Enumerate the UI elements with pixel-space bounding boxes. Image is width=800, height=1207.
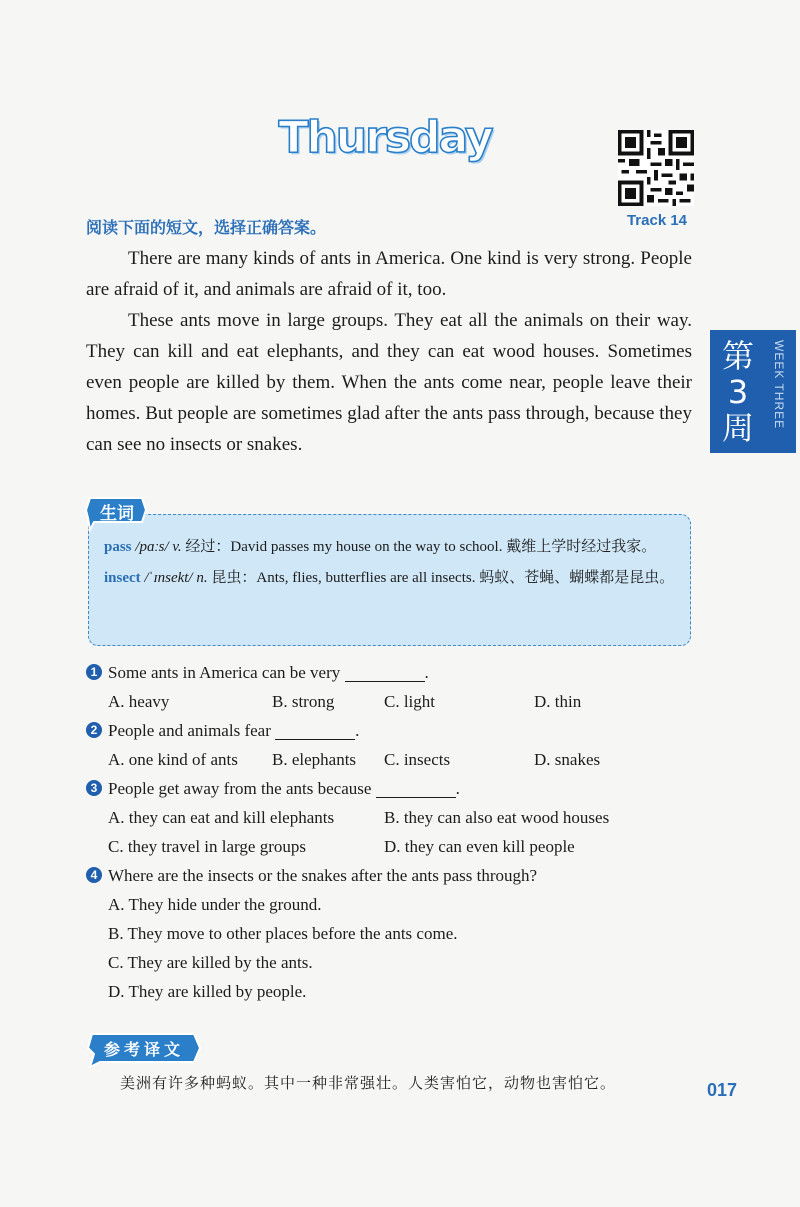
question-stem [86,716,696,745]
question-stem [86,861,696,890]
question-end: . [455,779,460,798]
question-options [86,890,696,919]
question-end: . [424,663,429,682]
vocab-pos: v. [172,539,182,555]
option-c[interactable]: C. light [384,692,436,711]
reference-badge-label: 参考译文 [103,1040,184,1059]
question-number-badge: 3 [86,780,102,796]
question-end: . [355,721,360,740]
question-options [86,919,696,948]
question-options [86,687,696,716]
page-number: 017 [707,1080,738,1100]
week-tab [710,330,796,453]
question-number-badge: 2 [86,722,102,738]
question-list [86,658,696,1006]
option-c[interactable]: C. They are killed by the ants. [108,953,313,972]
question-text: People and animals fear [108,721,271,740]
vocabulary-badge-label: 生词 [100,504,134,524]
question-number-badge: 4 [86,867,102,883]
vocab-definition: 昆虫：Ants, flies, butterflies are all insects. 蚂蚁、苍蝇、蝴蝶都是昆虫。 [211,570,675,586]
option-c[interactable]: C. they travel in large groups [108,837,306,856]
question-options [86,745,696,774]
option-d[interactable]: D. They are killed by people. [108,982,307,1001]
track-label: Track 14 [626,212,688,229]
vocab-entry [104,534,682,561]
vocab-word: pass [104,539,132,555]
option-a[interactable]: A. they can eat and kill elephants [108,808,335,827]
question-options [86,948,696,977]
vocab-word: insect [104,570,141,586]
question-options [86,803,696,832]
week-tab-cn: 第3周 [721,337,754,447]
reading-passage [86,243,692,460]
vocab-definition: 经过：David passes my house on the way to school. 戴维上学时经过我家。 [185,539,657,555]
page-title: Thursday [278,112,492,163]
passage-paragraph: These ants move in large groups. They eat all the animals on their way. They can kill and eat elephants, and they can eat wood houses. Sometimes even people are killed by them. When the ants come near, people leave their homes. But people are sometimes glad after the ants pass through, because they can see no insects or snakes. [86,310,692,455]
option-d[interactable]: D. thin [534,692,582,711]
week-tab-en: WEEK THREE [772,340,786,430]
question-text: Where are the insects or the snakes after the ants pass through? [108,866,538,885]
vocab-pos: n. [196,570,208,586]
qr-code-icon[interactable] [618,130,694,206]
option-c[interactable]: C. insects [384,750,451,769]
option-d[interactable]: D. snakes [534,750,601,769]
vocabulary-badge [84,490,150,536]
question-stem [86,774,696,803]
answer-blank[interactable] [345,663,425,682]
vocab-ipa: /pɑːs/ [135,539,169,555]
option-a[interactable]: A. They hide under the ground. [108,895,322,914]
answer-blank[interactable] [376,779,456,798]
vocabulary-list [104,534,682,596]
question-stem [86,658,696,687]
instruction-text: 阅读下面的短文，选择正确答案。 [86,218,327,237]
reference-translation: 美洲有许多种蚂蚁。其中一种非常强壮。人类害怕它，动物也害怕它。 [120,1074,617,1092]
passage-paragraph: There are many kinds of ants in America. One kind is very strong. People are afraid of it, and animals are afraid of it, too. [86,248,692,300]
option-b[interactable]: B. elephants [272,750,357,769]
option-d[interactable]: D. they can even kill people [384,837,575,856]
question-number-badge: 1 [86,664,102,680]
option-a[interactable]: A. one kind of ants [108,750,238,769]
question-text: People get away from the ants because [108,779,372,798]
vocab-entry [104,565,682,592]
question-options [86,832,696,861]
reference-badge [86,1030,202,1068]
option-b[interactable]: B. strong [272,692,335,711]
question-text: Some ants in America can be very [108,663,341,682]
question-options [86,977,696,1006]
option-b[interactable]: B. They move to other places before the ants come. [108,924,458,943]
vocab-ipa: /ˈɪnsekt/ [144,570,193,586]
option-b[interactable]: B. they can also eat wood houses [384,808,610,827]
answer-blank[interactable] [275,721,355,740]
option-a[interactable]: A. heavy [108,692,170,711]
